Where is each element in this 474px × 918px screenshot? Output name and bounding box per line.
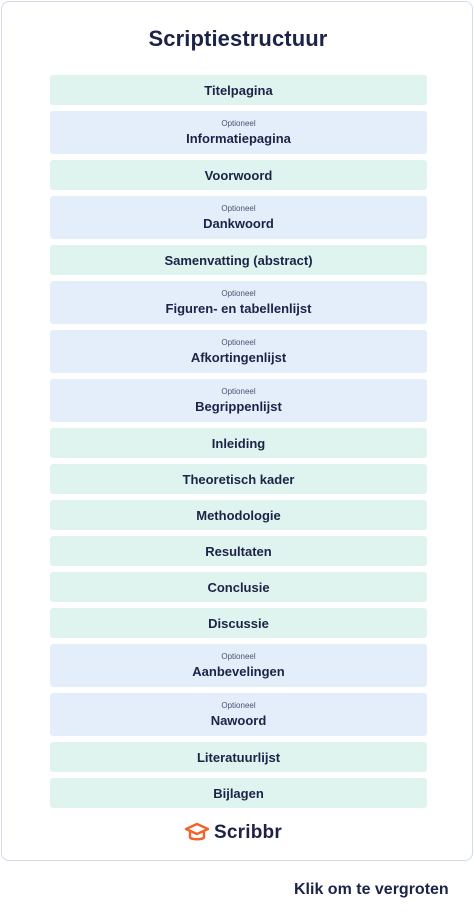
section-row — [50, 693, 427, 736]
scribbr-logo — [184, 820, 282, 846]
section-label: Nawoord — [210, 713, 267, 728]
section-row — [50, 111, 427, 154]
section-row — [50, 160, 427, 190]
section-row — [50, 281, 427, 324]
section-row — [50, 379, 427, 422]
section-label: Inleiding — [211, 435, 266, 451]
section-row — [50, 778, 427, 808]
section-label: Figuren- en tabellenlijst — [165, 301, 312, 316]
section-row — [50, 500, 427, 530]
section-label: Samenvatting (abstract) — [164, 252, 313, 268]
section-label: Discussie — [208, 615, 269, 631]
optional-tag: Optioneel — [221, 119, 256, 128]
graduation-cap-icon — [184, 822, 210, 844]
section-row — [50, 572, 427, 602]
section-row — [50, 536, 427, 566]
section-label: Theoretisch kader — [182, 471, 295, 487]
diagram-title: Scriptiestructuur — [148, 26, 328, 51]
section-row — [50, 644, 427, 687]
section-label: Afkortingenlijst — [190, 350, 287, 365]
section-row — [50, 245, 427, 275]
section-row — [50, 742, 427, 772]
section-label: Conclusie — [207, 579, 270, 595]
logo-text: Scribbr — [214, 822, 282, 843]
optional-tag: Optioneel — [221, 338, 256, 347]
section-label: Informatiepagina — [186, 131, 291, 146]
thesis-structure-card — [1, 1, 473, 861]
section-row — [50, 428, 427, 458]
section-row — [50, 196, 427, 239]
section-row — [50, 330, 427, 373]
optional-tag: Optioneel — [221, 652, 256, 661]
optional-tag: Optioneel — [221, 204, 256, 213]
enlarge-link[interactable]: Klik om te vergroten — [294, 881, 449, 898]
section-label: Dankwoord — [203, 216, 274, 231]
section-label: Titelpagina — [204, 82, 273, 98]
section-label: Bijlagen — [213, 785, 264, 801]
optional-tag: Optioneel — [221, 289, 256, 298]
section-label: Voorwoord — [204, 167, 273, 183]
section-row — [50, 464, 427, 494]
section-label: Methodologie — [196, 507, 281, 523]
section-label: Aanbevelingen — [192, 664, 285, 679]
section-label: Resultaten — [205, 543, 272, 559]
section-row — [50, 75, 427, 105]
section-label: Begrippenlijst — [195, 399, 282, 414]
section-row — [50, 608, 427, 638]
optional-tag: Optioneel — [221, 701, 256, 710]
optional-tag: Optioneel — [221, 387, 256, 396]
section-label: Literatuurlijst — [196, 749, 281, 765]
